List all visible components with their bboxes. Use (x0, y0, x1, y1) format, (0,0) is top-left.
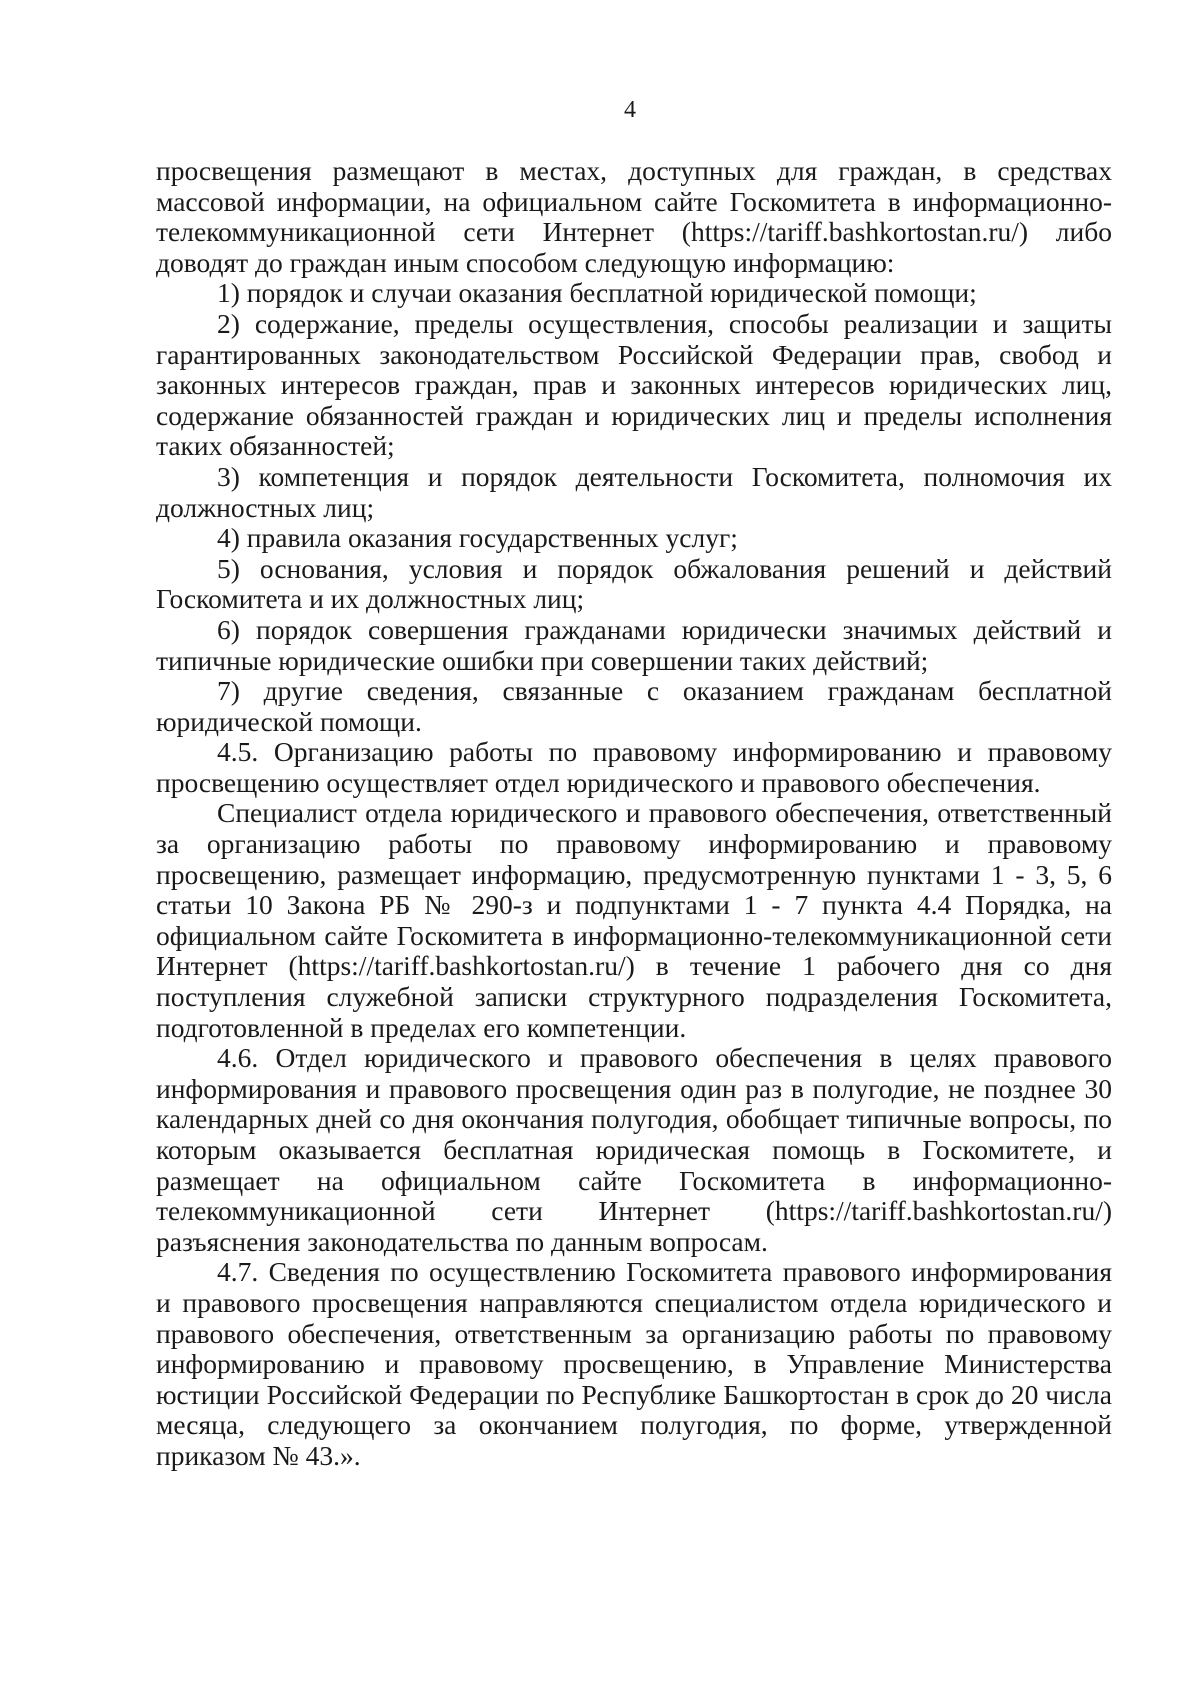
list-item-1: 1) порядок и случаи оказания бесплатной юридической помощи; (217, 277, 977, 309)
list-item-7: 7) другие сведения, связанные с оказанием гражданам бесплатной юридической помощи. (156, 675, 1112, 737)
list-item-4: 4) правила оказания государственных услуг; (217, 522, 738, 554)
paragraph-intro: просвещения размещают в местах, доступных для граждан, в средствах массовой информации, на официальном сайте Госкомитета в информационно-телекоммуникационной сети Интернет (https://tariff.bashkortostan.ru/) либо доводят до граждан иным способом следующую информацию: (156, 155, 1112, 278)
list-item-2: 2) содержание, пределы осуществления, способы реализации и защиты гарантированных законодательством Российской Федерации прав, свобод и законных интересов граждан, прав и законных интересов юридических лиц, содержание обязанностей граждан и юридических лиц и пределы исполнения таких обязанностей; (156, 307, 1112, 462)
list-item-6: 6) порядок совершения гражданами юридически значимых действий и типичные юридические ошибки при совершении таких действий; (156, 613, 1112, 676)
paragraph-4-5: 4.5. Организацию работы по правовому информированию и правовому просвещению осуществляет отдел юридического и правового обеспечения. (156, 736, 1112, 798)
list-item-5: 5) основания, условия и порядок обжалования решений и действий Госкомитета и их должностных лиц; (156, 552, 1112, 615)
list-item-3: 3) компетенция и порядок деятельности Госкомитета, полномочия их должностных лиц; (156, 460, 1112, 523)
page-number: 4 (624, 97, 636, 123)
paragraph-4-7: 4.7. Сведения по осуществлению Госкомитета правового информирования и правового просвещения направляются специалистом отдела юридического и правового обеспечения, ответственным за организацию работы по правовому информированию и правовому просвещению, в Управление Министерства юстиции Российской Федерации по Республике Башкортостан в срок до 20 числа месяца, следующего за окончанием полугодия, по форме, утвержденной приказом № 43.». (156, 1256, 1112, 1471)
document-body (156, 156, 1112, 1472)
paragraph-specialist: Специалист отдела юридического и правового обеспечения, ответственный за организацию работы по правовому информированию и правовому просвещению, размещает информацию, предусмотренную пунктами 1 - 3, 5, 6 статьи 10 Закона РБ № 290-з и подпунктами 1 - 7 пункта 4.4 Порядка, на официальном сайте Госкомитета в информационно-телекоммуникационной сети Интернет (https://tariff.bashkortostan.ru/) в течение 1 рабочего дня со дня поступления служебной записки структурного подразделения Госкомитета, подготовленной в пределах его компетенции. (156, 797, 1112, 1043)
paragraph-4-6: 4.6. Отдел юридического и правового обеспечения в целях правового информирования и правового просвещения один раз в полугодие, не позднее 30 календарных дней со дня окончания полугодия, обобщает типичные вопросы, по которым оказывается бесплатная юридическая помощь в Госкомитете, и размещает на официальном сайте Госкомитета в информационно-телекоммуникационной сети Интернет (https://tariff.bashkortostan.ru/) разъяснения законодательства по данным вопросам. (156, 1042, 1112, 1257)
